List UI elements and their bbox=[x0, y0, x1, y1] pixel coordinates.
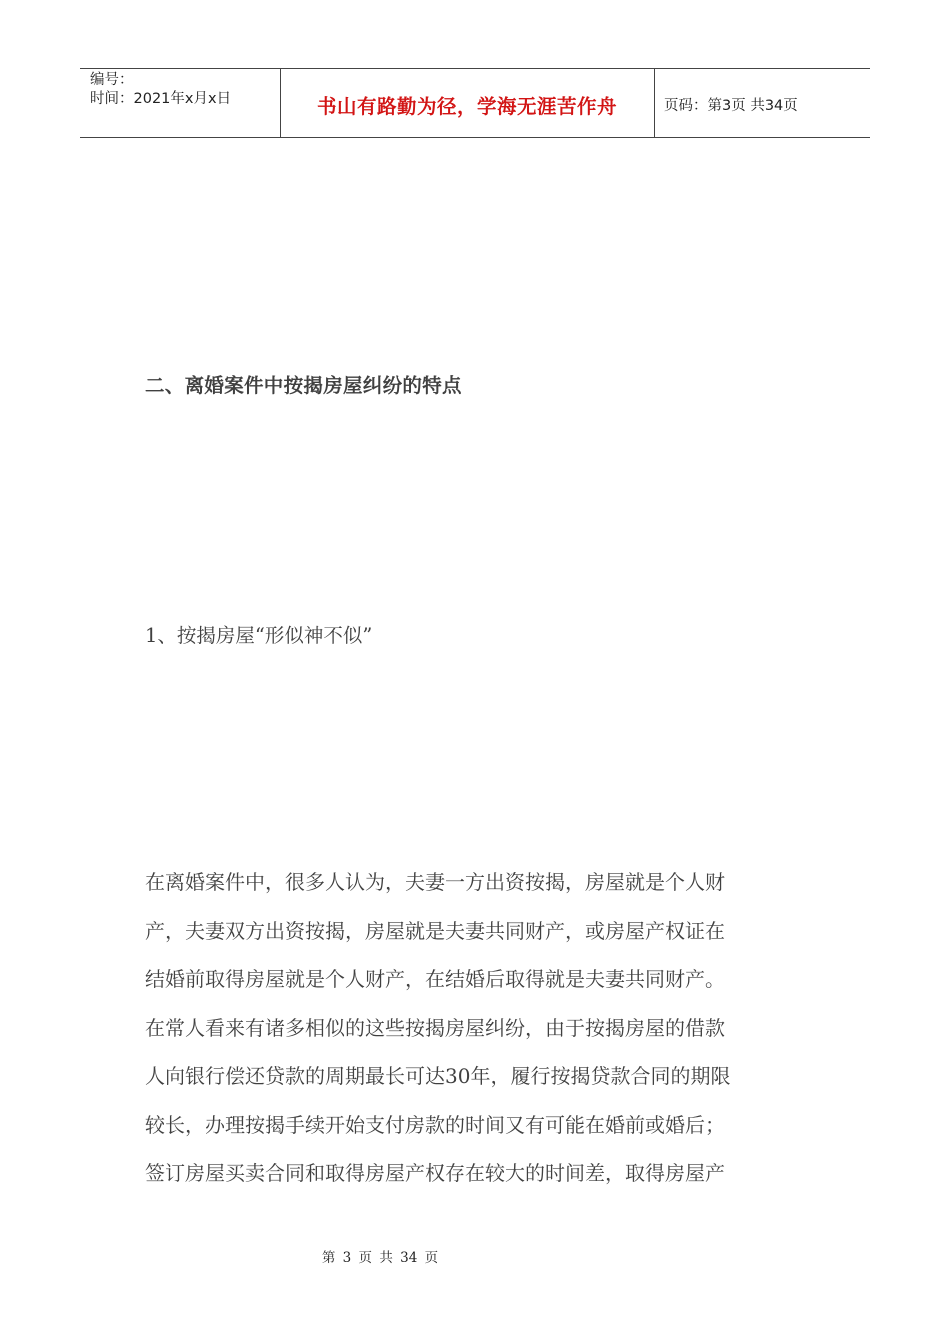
body-line: 结婚前取得房屋就是个人财产，在结婚后取得就是夫妻共同财产。 bbox=[145, 967, 725, 991]
document-number-label: 编号： bbox=[90, 72, 134, 88]
body-line: 人向银行偿还贷款的周期最长可达30年，履行按揭贷款合同的期限 bbox=[145, 1064, 731, 1088]
header-divider-right bbox=[654, 69, 655, 137]
page-footer: 第 3 页 共 34 页 bbox=[321, 1250, 439, 1266]
body-line: 在常人看来有诸多相似的这些按揭房屋纠纷，由于按揭房屋的借款 bbox=[145, 1015, 725, 1040]
section-title: 二、离婚案件中按揭房屋纠纷的特点 bbox=[145, 374, 462, 397]
header-page-info: 页码：第3页 共34页 bbox=[664, 98, 798, 114]
page-header bbox=[80, 68, 870, 138]
body-paragraph bbox=[145, 864, 825, 1204]
body-line: 在离婚案件中，很多人认为，夫妻一方出资按揭，房屋就是个人财 bbox=[145, 870, 725, 894]
header-meta bbox=[90, 71, 280, 109]
body-line: 产，夫妻双方出资按揭，房屋就是夫妻共同财产，或房屋产权证在 bbox=[145, 918, 725, 943]
header-motto: 书山有路勤为径，学海无涯苦作舟 bbox=[316, 95, 617, 118]
header-divider-left bbox=[280, 69, 281, 137]
subheading: 1、按揭房屋“形似神不似” bbox=[145, 624, 373, 647]
document-date: 时间：2021年x月x日 bbox=[90, 91, 232, 107]
body-line: 签订房屋买卖合同和取得房屋产权存在较大的时间差，取得房屋产 bbox=[145, 1161, 725, 1185]
body-line: 较长，办理按揭手续开始支付房款的时间又有可能在婚前或婚后； bbox=[145, 1112, 725, 1137]
